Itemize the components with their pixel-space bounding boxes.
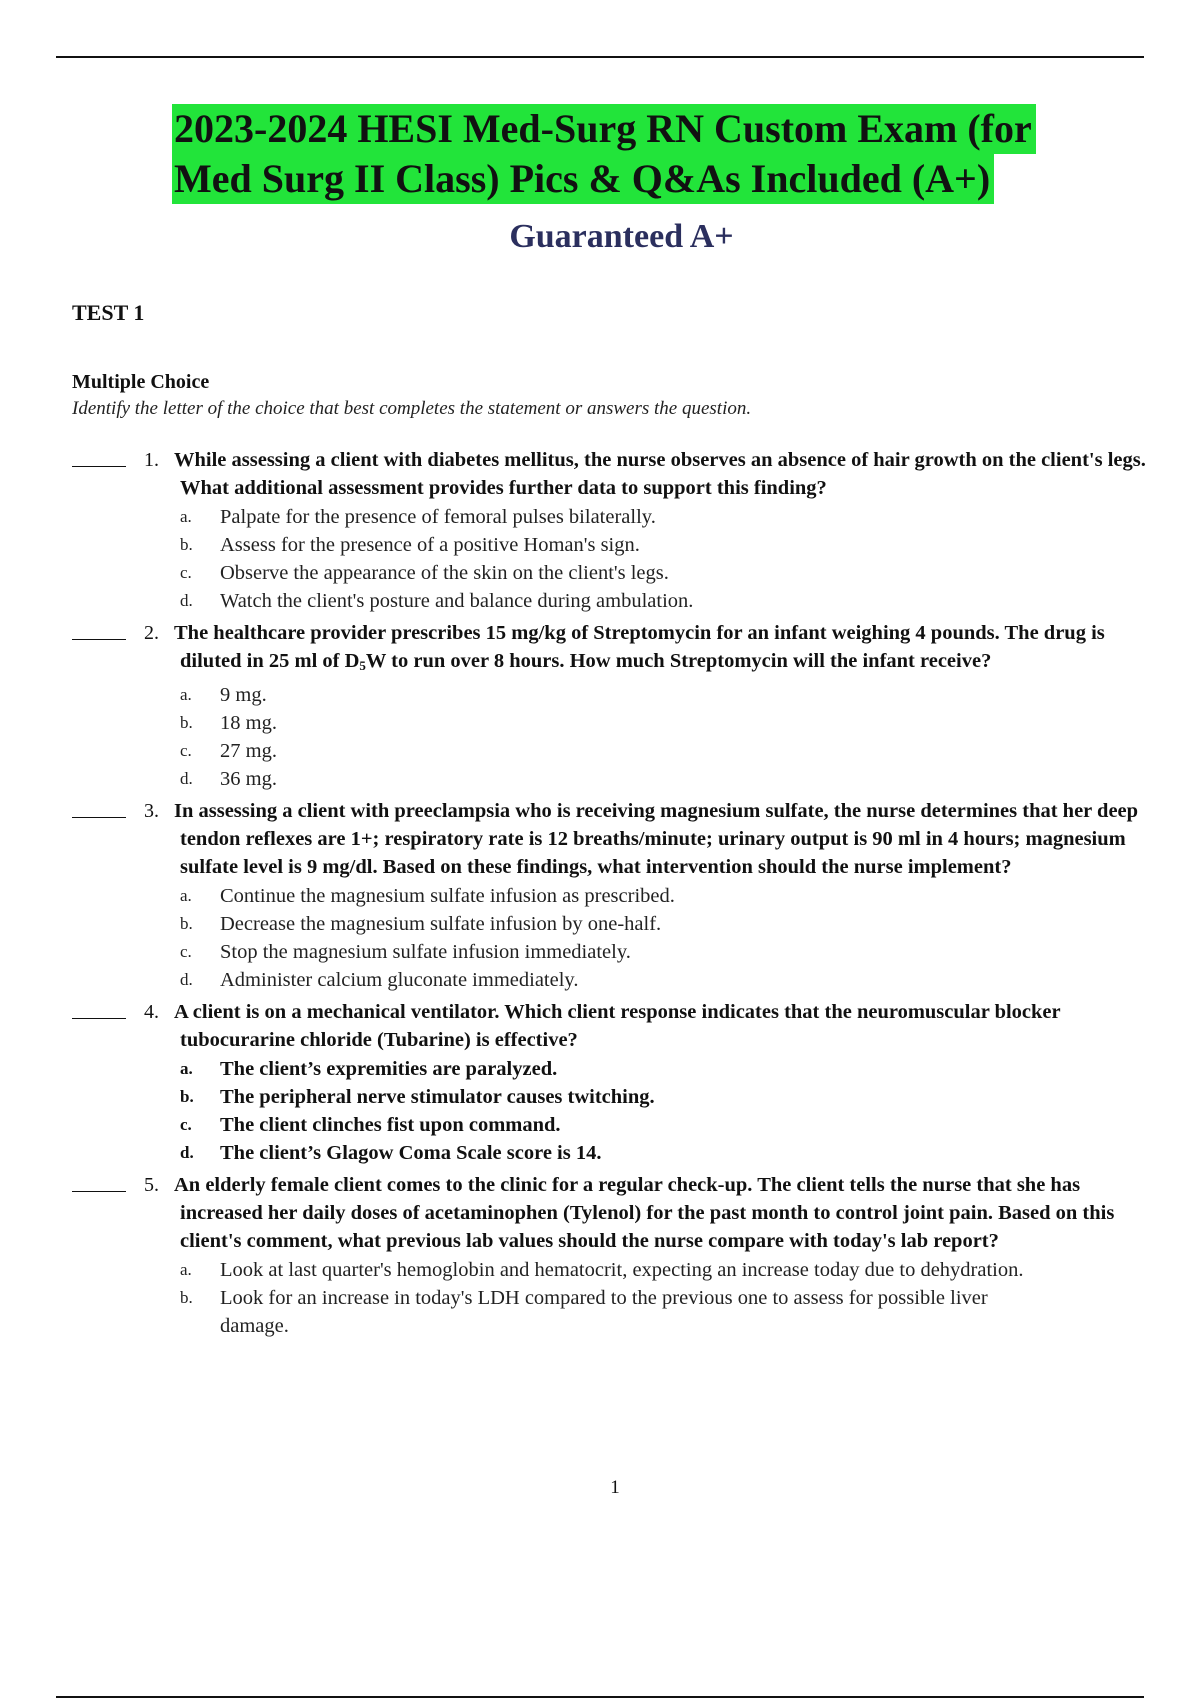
option-a <box>180 1256 1152 1284</box>
option-b <box>180 709 1152 737</box>
test-label: TEST 1 <box>72 300 145 325</box>
option-b <box>180 910 1152 938</box>
option-d <box>180 587 1152 615</box>
option-text: The client’s expremities are paralyzed. <box>220 1058 558 1080</box>
option-letter: a. <box>180 1059 193 1078</box>
question-text: A client is on a mechanical ventilator. Which client response indicates that the neuromuscular blocker tubocurarine chloride (Tubarine) is effective? <box>174 1001 1061 1051</box>
option-letter: c. <box>180 741 192 760</box>
option-list <box>180 1055 1152 1167</box>
question-4 <box>72 998 1152 1167</box>
option-text: 9 mg. <box>220 684 267 706</box>
option-a <box>180 503 1152 531</box>
option-a <box>180 882 1152 910</box>
option-list <box>180 503 1152 615</box>
question-5 <box>72 1171 1152 1340</box>
option-letter: a. <box>180 685 192 704</box>
subscript: 5 <box>359 658 366 673</box>
document-title <box>172 104 1142 204</box>
question-number: 2. <box>144 622 159 644</box>
option-text: Continue the magnesium sulfate infusion as prescribed. <box>220 885 675 907</box>
title-line-1: 2023-2024 HESI Med-Surg RN Custom Exam (for <box>172 104 1036 154</box>
bottom-rule <box>56 1696 1144 1698</box>
option-text: Observe the appearance of the skin on the client's legs. <box>220 562 669 584</box>
option-text: Watch the client's posture and balance during ambulation. <box>220 590 694 612</box>
option-letter: b. <box>180 1288 193 1307</box>
option-letter: c. <box>180 1115 192 1134</box>
question-number: 5. <box>144 1174 159 1196</box>
option-b <box>180 1083 1152 1111</box>
option-a <box>180 1055 1152 1083</box>
option-list <box>180 681 1152 793</box>
option-b <box>180 531 1152 559</box>
answer-blank[interactable] <box>72 466 126 467</box>
option-letter: a. <box>180 1260 192 1279</box>
option-letter: d. <box>180 591 193 610</box>
question-2 <box>72 619 1152 793</box>
option-letter: a. <box>180 507 192 526</box>
option-b <box>180 1284 1152 1340</box>
answer-blank[interactable] <box>72 1018 126 1019</box>
option-c <box>180 559 1152 587</box>
question-text-part: W to run over 8 hours. How much Streptomycin will the infant receive? <box>365 650 992 672</box>
option-c <box>180 1111 1152 1139</box>
subtitle: Guaranteed A+ <box>509 218 734 255</box>
question-number: 3. <box>144 800 159 822</box>
top-rule <box>56 56 1144 58</box>
option-list <box>180 1256 1152 1340</box>
option-text: Palpate for the presence of femoral pulses bilaterally. <box>220 506 656 528</box>
option-c <box>180 737 1152 765</box>
question-text-part: The healthcare provider prescribes 15 mg/kg of Streptomycin for an infant weighing 4 pounds. The drug is diluted in 25 ml of D <box>174 622 1105 672</box>
option-letter: c. <box>180 942 192 961</box>
option-text: Look at last quarter's hemoglobin and hematocrit, expecting an increase today due to dehydration. <box>220 1259 1024 1281</box>
question-1 <box>72 446 1152 615</box>
question-text: In assessing a client with preeclampsia who is receiving magnesium sulfate, the nurse determines that her deep tendon reflexes are 1+; respiratory rate is 12 breaths/minute; urinary output is 90 ml in 4 hours; magnesium sulfate level is 9 mg/dl. Based on these findings, what intervention should the nurse implement? <box>174 800 1139 878</box>
option-letter: c. <box>180 563 192 582</box>
answer-blank[interactable] <box>72 817 126 818</box>
section-instructions: Identify the letter of the choice that best completes the statement or answers the question. <box>72 398 752 419</box>
option-letter: a. <box>180 886 192 905</box>
answer-blank[interactable] <box>72 639 126 640</box>
option-letter: b. <box>180 535 193 554</box>
option-text: 27 mg. <box>220 740 277 762</box>
option-d <box>180 1139 1152 1167</box>
option-d <box>180 765 1152 793</box>
option-letter: b. <box>180 1087 194 1106</box>
option-text: Stop the magnesium sulfate infusion immediately. <box>220 941 631 963</box>
question-text: An elderly female client comes to the clinic for a regular check-up. The client tells the nurse that she has increased her daily doses of acetaminophen (Tylenol) for the past month to control joint pain. Based on this client's comment, what previous lab values should the nurse compare with today's lab report? <box>174 1174 1115 1252</box>
option-letter: d. <box>180 1143 194 1162</box>
answer-blank[interactable] <box>72 1191 126 1192</box>
option-text: Decrease the magnesium sulfate infusion by one-half. <box>220 913 662 935</box>
option-c <box>180 938 1152 966</box>
option-letter: b. <box>180 713 193 732</box>
option-letter: d. <box>180 769 193 788</box>
option-a <box>180 681 1152 709</box>
question-number: 4. <box>144 1001 159 1023</box>
section-heading: Multiple Choice <box>72 371 210 393</box>
page-number: 1 <box>610 1477 620 1498</box>
question-text <box>174 619 1152 680</box>
question-text: While assessing a client with diabetes mellitus, the nurse observes an absence of hair growth on the client's legs. What additional assessment provides further data to support this finding? <box>174 449 1146 499</box>
option-text: The client clinches fist upon command. <box>220 1114 561 1136</box>
option-letter: b. <box>180 914 193 933</box>
option-text: Assess for the presence of a positive Homan's sign. <box>220 534 640 556</box>
question-3 <box>72 797 1152 994</box>
option-text: The client’s Glagow Coma Scale score is 14. <box>220 1142 602 1164</box>
question-list <box>72 446 1152 1344</box>
option-text: The peripheral nerve stimulator causes twitching. <box>220 1086 655 1108</box>
option-text: 18 mg. <box>220 712 277 734</box>
option-list <box>180 882 1152 994</box>
option-d <box>180 966 1152 994</box>
title-line-2: Med Surg II Class) Pics & Q&As Included (A+) <box>172 154 994 204</box>
option-text: Look for an increase in today's LDH compared to the previous one to assess for possible liver damage. <box>220 1287 988 1337</box>
option-letter: d. <box>180 970 193 989</box>
question-number: 1. <box>144 449 159 471</box>
option-text: 36 mg. <box>220 768 277 790</box>
option-text: Administer calcium gluconate immediately. <box>220 969 579 991</box>
